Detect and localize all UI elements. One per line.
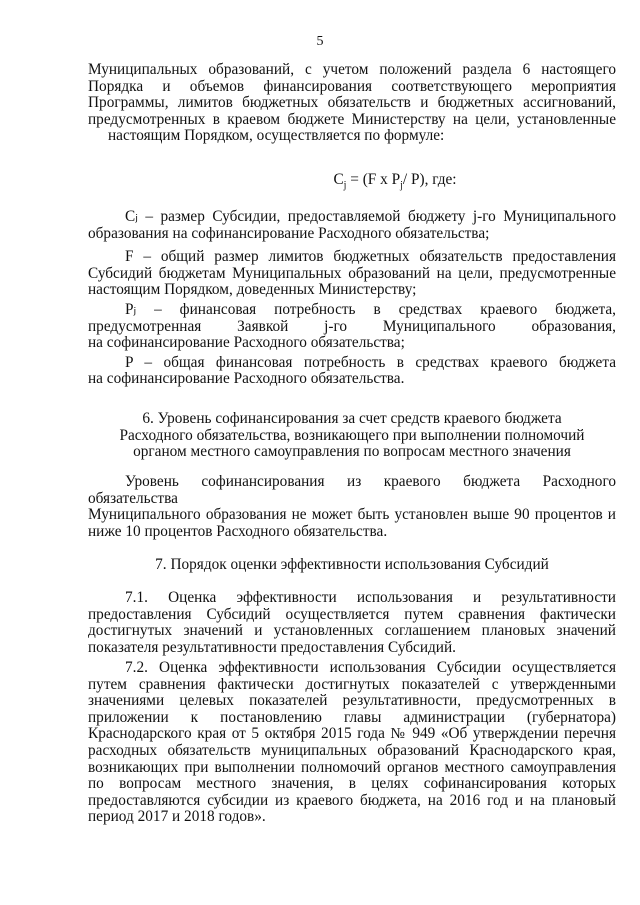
text-line: по вопросам местного значения, в целях софинансирования которых — [88, 775, 616, 793]
text-line: путем сравнения фактически достигнутых показателей с утвержденными — [88, 675, 616, 693]
text-line: образования на софинансирование Расходного обязательства; — [88, 224, 490, 242]
text-line: предоставляются субсидии из краевого бюджета, на 2016 год и на плановый — [88, 791, 616, 809]
text-line: предусмотренных в краевом бюджете Министерству на цели, установленные — [88, 110, 616, 128]
text-line: период 2017 и 2018 годов». — [88, 808, 266, 826]
text-line: Субсидий бюджетам Муниципальных образований на цели, предусмотренные — [88, 264, 616, 282]
text-line: настоящим Порядком, осуществляется по формуле: — [108, 127, 445, 145]
text-line: Программы, лимитов бюджетных обязательств и бюджетных ассигнований, — [88, 94, 616, 112]
text-line: значениями целевых показателей результативности, предусмотренных в — [88, 692, 616, 710]
section-6-paragraph — [88, 474, 616, 540]
paragraph-7-1 — [88, 590, 616, 656]
text-line: настоящим Порядком, доведенных Министерству; — [88, 281, 417, 299]
heading-line: 6. Уровень софинансирования за счет средств краевого бюджета — [142, 410, 562, 427]
text-line: Cⱼ – размер Субсидии, предоставляемой бюджету j-го Муниципального — [125, 208, 616, 225]
text-line: на софинансирование Расходного обязательства. — [88, 370, 405, 388]
formula-lhs-subscript: j — [343, 180, 347, 192]
formula-expression: = (F x P — [346, 171, 401, 188]
page-number: 5 — [316, 34, 324, 49]
section-6-heading — [88, 411, 616, 461]
intro-paragraph — [88, 62, 616, 145]
text-line: Pⱼ – финансовая потребность в средствах краевого бюджета, — [125, 300, 616, 318]
text-line: Муниципальных образований, с учетом положений раздела 6 настоящего — [88, 61, 616, 78]
text-line: 7.1. Оценка эффективности использования и результативности — [125, 589, 616, 606]
text-line: возникающих при выполнении полномочий органов местного самоуправления — [88, 758, 616, 776]
formula — [0, 171, 640, 191]
heading-line: Расходного обязательства, возникающего при выполнении полномочий — [119, 426, 585, 444]
definitions — [88, 209, 616, 388]
text-line: Уровень софинансирования из краевого бюджета Расходного обязательства — [88, 473, 616, 507]
text-line: 7.2. Оценка эффективности использования Субсидии осуществляется — [125, 659, 616, 676]
text-line: Краснодарского края от 5 октября 2015 года № 949 «Об утверждении перечня — [88, 725, 616, 743]
definition-f — [88, 249, 616, 299]
formula-lhs: C — [333, 171, 344, 188]
text-line: ниже 10 процентов Расходного обязательства. — [88, 522, 388, 540]
text-line: достигнутых значений и установленных соглашением плановых значений — [88, 622, 616, 640]
section-7-heading: 7. Порядок оценки эффективности использования Субсидий — [155, 556, 549, 573]
definition-p — [88, 355, 616, 388]
formula-tail: / P), где: — [402, 171, 457, 188]
text-line: показателя результативности предоставления Субсидий. — [88, 638, 457, 656]
text-line: предоставления Субсидий осуществляется путем сравнения фактически — [88, 605, 616, 623]
text-line: предусмотренная Заявкой j-го Муниципального образования, — [88, 317, 616, 335]
text-line: расходных обязательств муниципальных образований Краснодарского края, — [88, 741, 616, 759]
definition-pj — [88, 302, 616, 352]
paragraph-7-2 — [88, 660, 616, 826]
text-line: P – общая финансовая потребность в средствах краевого бюджета — [125, 353, 616, 371]
text-line: Муниципального образования не может быть установлен выше 90 процентов и — [88, 506, 616, 524]
definition-cj — [88, 209, 616, 242]
text-line: приложении к постановлению главы администрации (губернатора) — [88, 708, 616, 726]
text-line: Порядка и объемов финансирования соответствующего мероприятия — [88, 77, 616, 95]
text-line: F – общий размер лимитов бюджетных обязательств предоставления — [125, 248, 616, 266]
formula-pj-subscript: j — [400, 180, 403, 192]
heading-line: органом местного самоуправления по вопросам местного значения — [133, 443, 571, 461]
text-line: на софинансирование Расходного обязательства; — [88, 334, 405, 352]
